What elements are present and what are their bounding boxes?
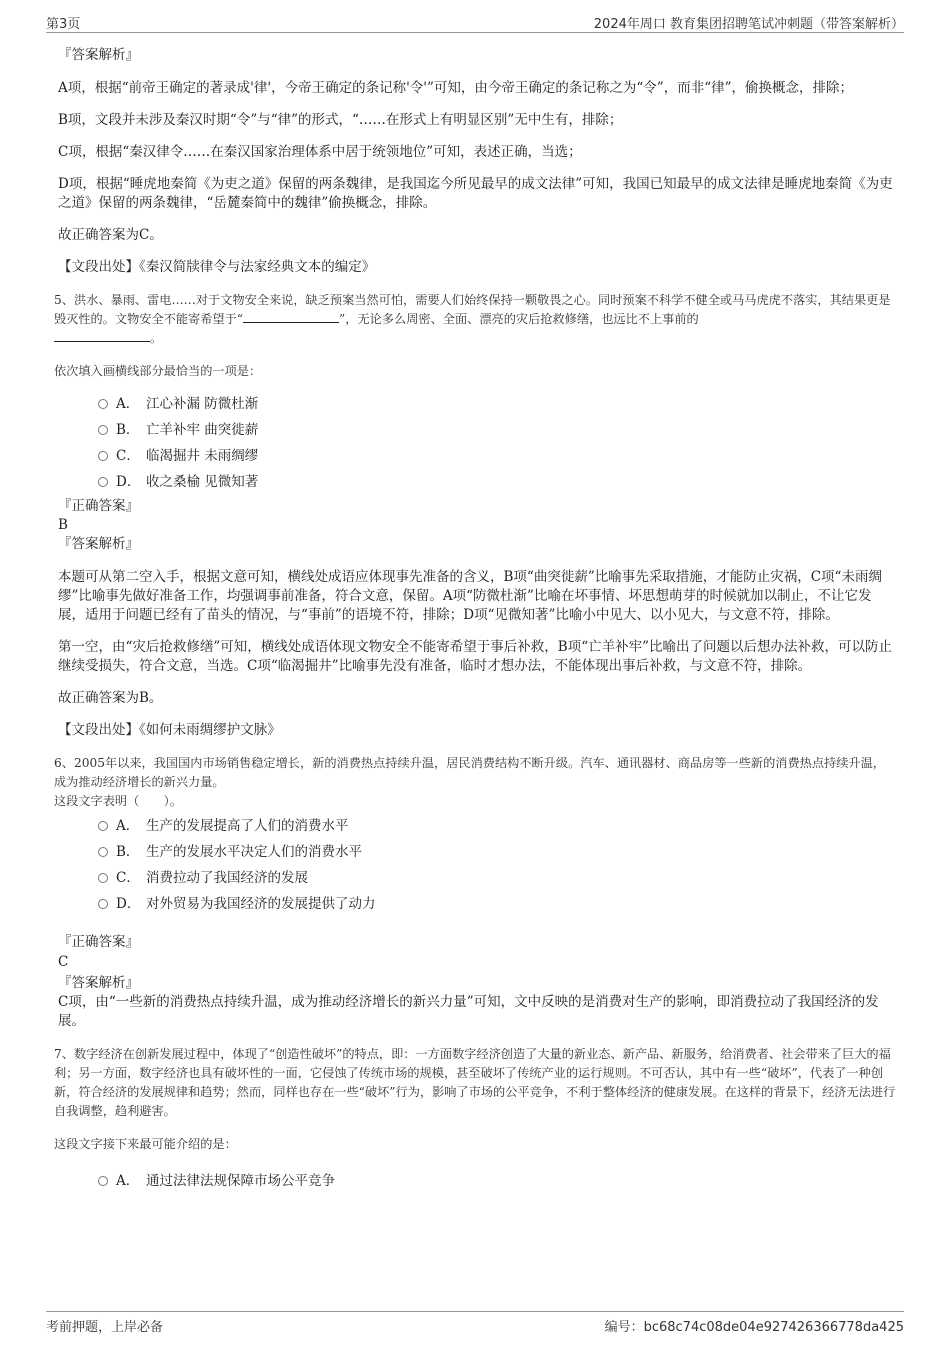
q5-answer: B (58, 517, 68, 533)
radio-button[interactable] (98, 425, 108, 435)
q5-option-b[interactable]: B． 亡羊补牢 曲突徙薪 (98, 417, 896, 443)
radio-button[interactable] (98, 1176, 108, 1186)
radio-button[interactable] (98, 873, 108, 883)
q6-stem: 6、2005年以来，我国国内市场销售稳定增长，新的消费热点持续升温，居民消费结构不断升级。汽车、通讯器材、商品房等一些新的消费热点持续升温，成为推动经济增长的新兴力量。 (54, 756, 885, 789)
q6-prompt: 这段文字表明（ ）。 (54, 794, 182, 808)
analysis-label: 『答案解析』 (58, 47, 139, 63)
document-code-label: 编号： (604, 1320, 644, 1335)
q5-prompt: 依次填入画横线部分最恰当的一项是： (54, 364, 262, 378)
q6-option-c[interactable]: C． 消费拉动了我国经济的发展 (98, 865, 896, 891)
question-5 (54, 291, 896, 740)
radio-button[interactable] (98, 821, 108, 831)
q5-blank-2 (54, 329, 150, 342)
q7-stem: 7、数字经济在创新发展过程中，体现了“创造性破坏”的特点，即：一方面数字经济创造了大量的新业态、新产品、新服务，给消费者、社会带来了巨大的福利；另一方面，数字经济也具有破坏性的一面，它侵蚀了传统市场的规模，甚至破坏了传统产业的运行规则。不可否认，其中有一些“破坏”，代表了一种创新，符合经济的发展规律和趋势；然而，同样也存在一些“破坏”行为，影响了市场的公平竞争，不利于整体经济的健康发展。在这样的背景下，经济无法进行自我调整，趋利避害。 (54, 1047, 896, 1118)
q4-analysis-b: B项，文段并未涉及秦汉时期“令”与“律”的形式，“……在形式上有明显区别”无中生有，排除； (58, 112, 623, 128)
source-label: 【文段出处】 (58, 722, 139, 738)
q5-source (58, 721, 896, 740)
page-header (46, 10, 904, 33)
correct-answer-label: 『正确答案』 (58, 498, 139, 514)
radio-button[interactable] (98, 399, 108, 409)
q7-options (98, 1168, 896, 1194)
radio-button[interactable] (98, 899, 108, 909)
analysis-label: 『答案解析』 (58, 536, 139, 552)
q6-option-b[interactable]: B． 生产的发展水平决定人们的消费水平 (98, 839, 896, 865)
q5-options (98, 391, 896, 495)
q4-source (58, 258, 896, 277)
q6-answer: C (58, 954, 69, 970)
q5-stem (54, 291, 896, 348)
source-label: 【文段出处】 (58, 259, 139, 275)
q6-analysis: C项，由“一些新的消费热点持续升温，成为推动经济增长的新兴力量”可知，文中反映的是消费对生产的影响，即消费拉动了我国经济的发展。 (58, 994, 879, 1029)
document-title: 2024年周口 教育集团招聘笔试冲刺题（带答案解析） (593, 17, 904, 32)
q5-stem-part-3: 。 (150, 331, 163, 345)
q5-blank-1 (243, 310, 339, 323)
document-body (54, 46, 896, 1194)
q4-source-title: 《秦汉简牍律令与法家经典文本的编定》 (139, 259, 376, 275)
question-6 (54, 754, 896, 1031)
q5-source-title: 《如何未雨绸缪护文脉》 (139, 722, 281, 738)
q6-option-a[interactable]: A． 生产的发展提高了人们的消费水平 (98, 813, 896, 839)
q4-analysis-section (58, 46, 896, 277)
analysis-label: 『答案解析』 (58, 975, 139, 991)
q7-option-a[interactable]: A． 通过法律法规保障市场公平竞争 (98, 1168, 896, 1194)
q4-analysis-c: C项，根据“秦汉律令……在秦汉国家治理体系中居于统领地位”可知，表述正确，当选； (58, 144, 582, 160)
q5-option-d[interactable]: D． 收之桑榆 见微知著 (98, 469, 896, 495)
q4-analysis-a: A项，根据“前帝王确定的著录成'律'，今帝王确定的条记称'令'”可知，由今帝王确定的条记称之为“令”，而非“律”，偷换概念，排除； (58, 80, 854, 96)
document-code-value: bc68c74c08de04e927426366778da425 (643, 1320, 904, 1335)
q7-prompt: 这段文字接下来最可能介绍的是： (54, 1137, 237, 1151)
footer-slogan: 考前押题，上岸必备 (46, 1320, 164, 1335)
q5-analysis-1: 本题可从第二空入手，根据文意可知，横线处成语应体现事先准备的含义，B项“曲突徙薪”比喻事先采取措施，才能防止灾祸，C项“未雨绸缪”比喻事先做好准备工作，均强调事前准备，符合文意，保留。A项“防微杜渐”比喻在坏事情、坏思想萌芽的时候就加以制止，不让它发展，适用于问题已经有了苗头的情况，与“事前”的语境不符，排除；D项“见微知著”比喻小中见大、以小见大，与文意不符，排除。 (58, 569, 882, 623)
q6-option-d[interactable]: D． 对外贸易为我国经济的发展提供了动力 (98, 891, 896, 917)
question-7 (54, 1045, 896, 1194)
q6-options (98, 813, 896, 917)
radio-button[interactable] (98, 847, 108, 857)
q5-stem-part-1: 5、洪水、暴雨、雷电……对于文物安全来说，缺乏预案当然可怕，需要人们始终保持一颗敬畏之心。同时预案不科学不健全或马马虎虎不落实，其结果更是毁灭性的。文物安全不能寄希望于“ (54, 293, 891, 326)
page-footer (46, 1311, 904, 1336)
document-code (605, 1316, 904, 1335)
q5-option-c[interactable]: C． 临渴掘井 未雨绸缪 (98, 443, 896, 469)
q4-conclusion: 故正确答案为C。 (58, 227, 163, 243)
q4-analysis-d: D项，根据“睡虎地秦简《为吏之道》保留的两条魏律，是我国迄今所见最早的成文法律”可知，我国已知最早的成文法律是睡虎地秦简《为吏之道》保留的两条魏律，“岳麓秦简中的魏律”偷换概念，排除。 (58, 176, 893, 211)
page-number: 第3页 (46, 17, 81, 32)
q5-conclusion: 故正确答案为B。 (58, 690, 163, 706)
q5-analysis-2: 第一空，由“灾后抢救修缮”可知，横线处成语体现文物安全不能寄希望于事后补救，B项“亡羊补牢”比喻出了问题以后想办法补救，可以防止继续受损失，符合文意，当选。C项“临渴掘井”比喻事先没有准备，临时才想办法，不能体现出事后补救，与文意不符，排除。 (58, 639, 893, 674)
correct-answer-label: 『正确答案』 (58, 934, 139, 950)
radio-button[interactable] (98, 451, 108, 461)
q5-option-a[interactable]: A． 江心补漏 防微杜渐 (98, 391, 896, 417)
q5-stem-part-2: ”，无论多么周密、全面、漂亮的灾后抢救修缮，也远比不上事前的 (339, 312, 699, 326)
radio-button[interactable] (98, 477, 108, 487)
